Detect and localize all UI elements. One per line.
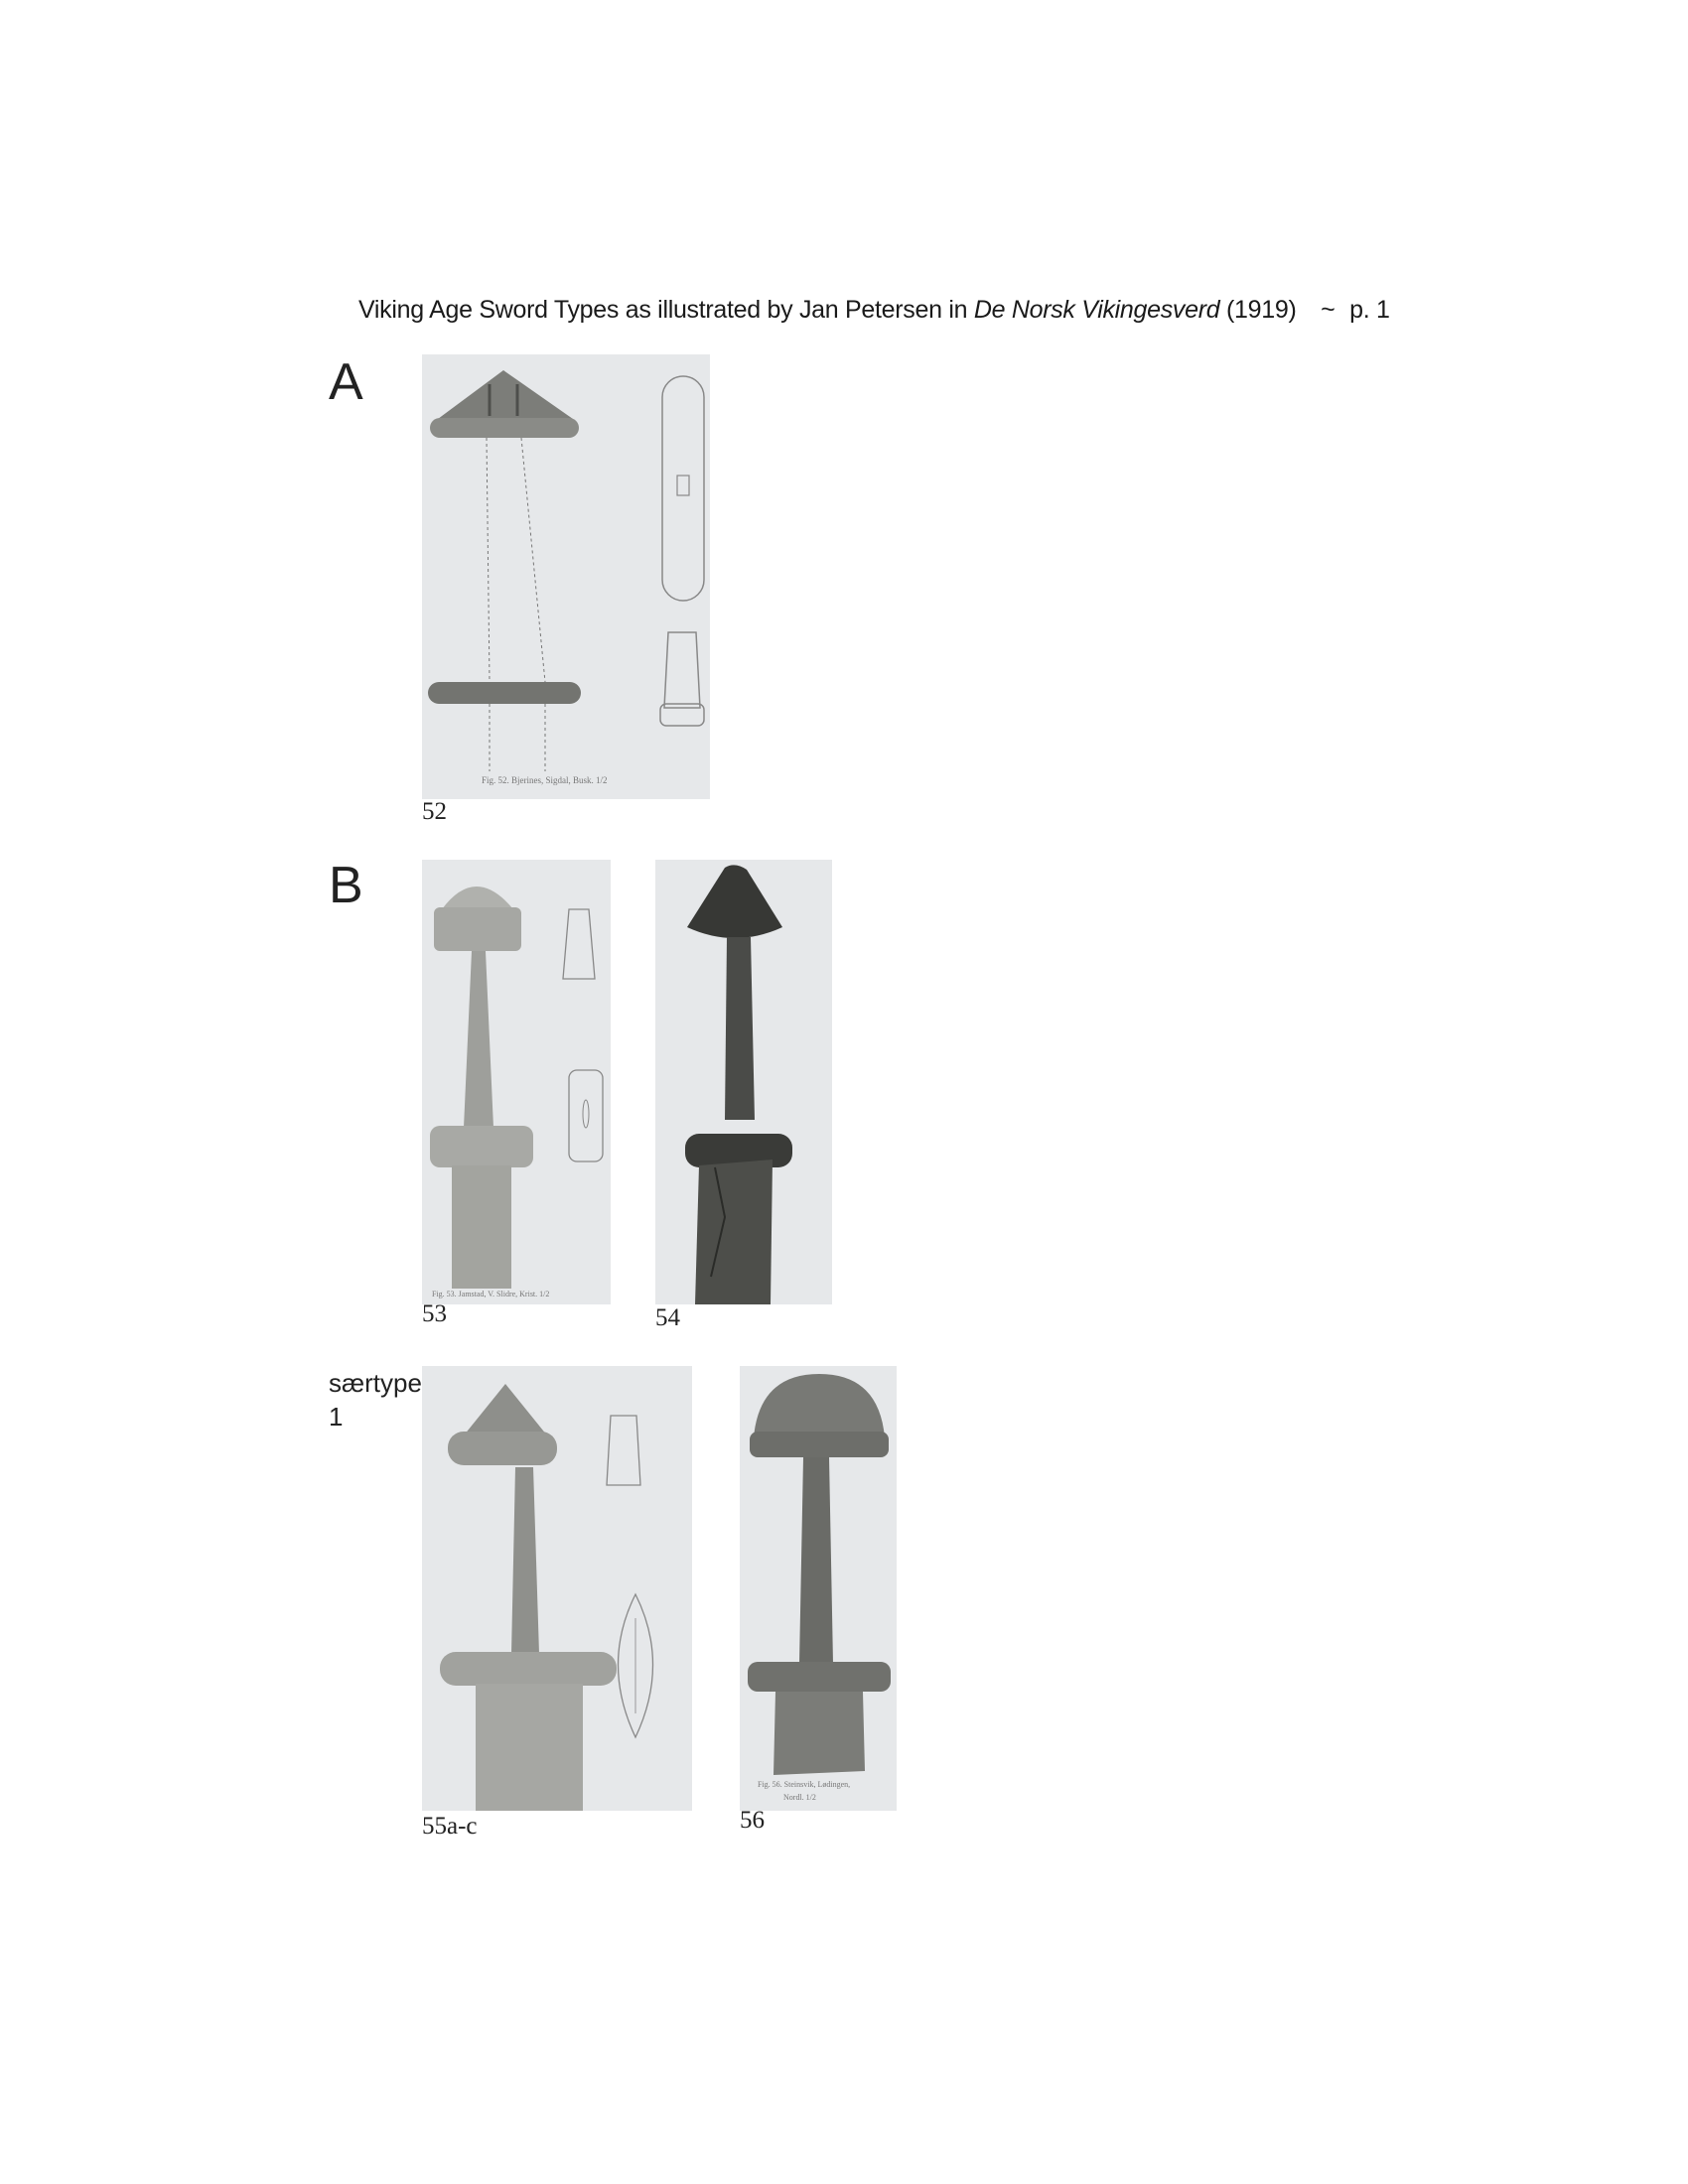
figure-54-number: 54: [655, 1304, 680, 1331]
figure-56-caption-line2: Nordl. 1/2: [783, 1793, 816, 1802]
figure-53-drawing: [422, 860, 611, 1304]
header-book-title: De Norsk Vikingesverd: [973, 296, 1220, 324]
figure-55-drawing: [422, 1366, 692, 1811]
section-label-b: B: [329, 857, 363, 914]
figure-54-plate: [655, 860, 832, 1304]
figure-56-number: 56: [740, 1807, 765, 1834]
figure-52-drawing: [422, 354, 710, 799]
figure-52-caption: Fig. 52. Bjerines, Sigdal, Busk. 1/2: [482, 775, 608, 785]
page-header: [358, 296, 1451, 325]
figure-56-plate: [740, 1366, 897, 1811]
header-text: Viking Age Sword Types as illustrated by Jan Petersen in: [358, 296, 974, 324]
figure-56-drawing: [740, 1366, 897, 1811]
header-separator: ~: [1321, 296, 1336, 324]
figure-55-plate: [422, 1366, 692, 1811]
section-label-a: A: [329, 353, 363, 411]
figure-53-number: 53: [422, 1300, 447, 1327]
page-number: p. 1: [1349, 296, 1390, 324]
figure-56-caption-line1: Fig. 56. Steinsvik, Lødingen,: [758, 1780, 851, 1789]
figure-53-caption: Fig. 53. Jamstad, V. Slidre, Krist. 1/2: [432, 1290, 550, 1298]
figure-53-plate: [422, 860, 611, 1304]
section-label-saertype-line1: særtype: [329, 1368, 422, 1398]
figure-52-number: 52: [422, 798, 447, 825]
figure-52-plate: [422, 354, 710, 799]
figure-55-number: 55a-c: [422, 1813, 478, 1840]
figure-54-drawing: [655, 860, 832, 1304]
section-label-saertype: [329, 1366, 422, 1433]
section-label-saertype-line2: 1: [329, 1402, 344, 1432]
header-year: (1919): [1219, 296, 1297, 324]
